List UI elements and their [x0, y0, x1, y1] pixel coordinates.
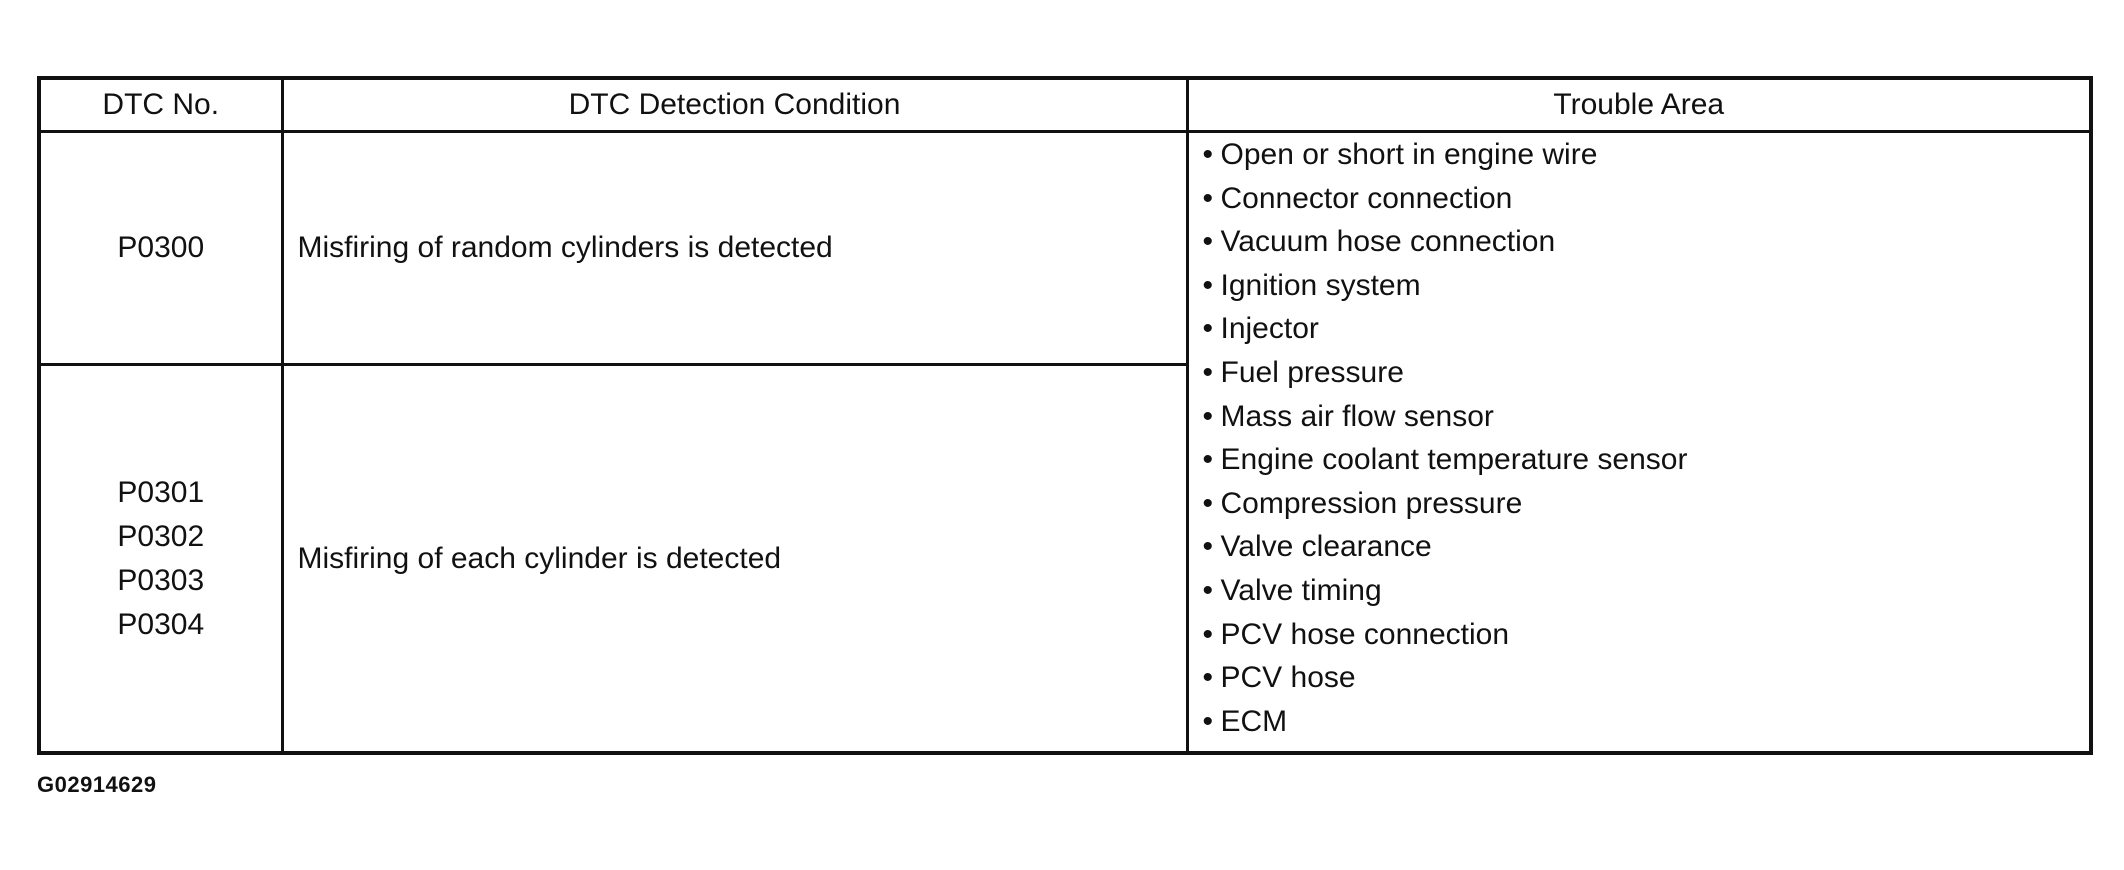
bullet-icon: •	[1202, 530, 1214, 564]
bullet-icon: •	[1202, 268, 1214, 302]
detection-condition: Misfiring of each cylinder is detected	[282, 365, 1187, 754]
detection-condition: Misfiring of random cylinders is detected	[282, 132, 1187, 365]
trouble-area-text: Engine coolant temperature sensor	[1220, 443, 1688, 477]
list-item	[1203, 700, 2090, 744]
dtc-code: P0302	[117, 519, 205, 553]
bullet-icon: •	[1202, 704, 1214, 738]
list-item	[1203, 482, 2090, 526]
list-item	[1203, 133, 2090, 177]
dtc-code-cell	[39, 132, 282, 365]
trouble-area-text: Compression pressure	[1220, 486, 1523, 520]
trouble-area-text: PCV hose connection	[1220, 617, 1510, 651]
list-item	[1203, 656, 2090, 700]
dtc-code: P0300	[117, 231, 205, 264]
list-item	[1203, 177, 2090, 221]
trouble-area-cell	[1187, 132, 2091, 754]
header-detection-condition: DTC Detection Condition	[282, 78, 1187, 132]
list-item	[1203, 220, 2090, 264]
list-item	[1203, 307, 2090, 351]
dtc-code-cell	[39, 365, 282, 754]
bullet-icon: •	[1202, 312, 1214, 346]
trouble-area-text: Connector connection	[1220, 181, 1513, 215]
table-row	[39, 132, 2091, 365]
trouble-area-list	[1203, 133, 2090, 743]
header-row	[39, 78, 2091, 132]
dtc-table	[37, 76, 2093, 755]
bullet-icon: •	[1202, 617, 1214, 651]
list-item	[1203, 264, 2090, 308]
list-item	[1203, 351, 2090, 395]
trouble-area-text: ECM	[1220, 704, 1288, 738]
trouble-area-text: Open or short in engine wire	[1220, 138, 1598, 171]
list-item	[1203, 395, 2090, 439]
bullet-icon: •	[1202, 181, 1214, 215]
trouble-area-text: Injector	[1220, 312, 1319, 346]
header-trouble-area: Trouble Area	[1187, 78, 2091, 132]
bullet-icon: •	[1202, 661, 1214, 695]
bullet-icon: •	[1202, 225, 1214, 259]
trouble-area-text: Mass air flow sensor	[1220, 399, 1494, 433]
bullet-icon: •	[1202, 443, 1214, 477]
bullet-icon: •	[1202, 399, 1214, 433]
bullet-icon: •	[1202, 486, 1214, 520]
bullet-icon: •	[1202, 138, 1214, 171]
list-item	[1203, 613, 2090, 657]
list-item	[1203, 525, 2090, 569]
trouble-area-text: PCV hose	[1220, 661, 1356, 695]
header-dtc-no: DTC No.	[39, 78, 282, 132]
trouble-area-text: Valve clearance	[1220, 530, 1432, 564]
figure-id: G02914629	[37, 772, 157, 797]
dtc-code: P0303	[117, 563, 205, 597]
dtc-code: P0301	[117, 475, 205, 509]
trouble-area-text: Vacuum hose connection	[1220, 225, 1556, 259]
list-item	[1203, 569, 2090, 613]
list-item	[1203, 438, 2090, 482]
trouble-area-text: Fuel pressure	[1220, 355, 1404, 389]
dtc-code: P0304	[117, 607, 205, 641]
trouble-area-text: Valve timing	[1220, 573, 1382, 607]
trouble-area-text: Ignition system	[1220, 268, 1421, 302]
bullet-icon: •	[1202, 573, 1214, 607]
bullet-icon: •	[1202, 355, 1214, 389]
